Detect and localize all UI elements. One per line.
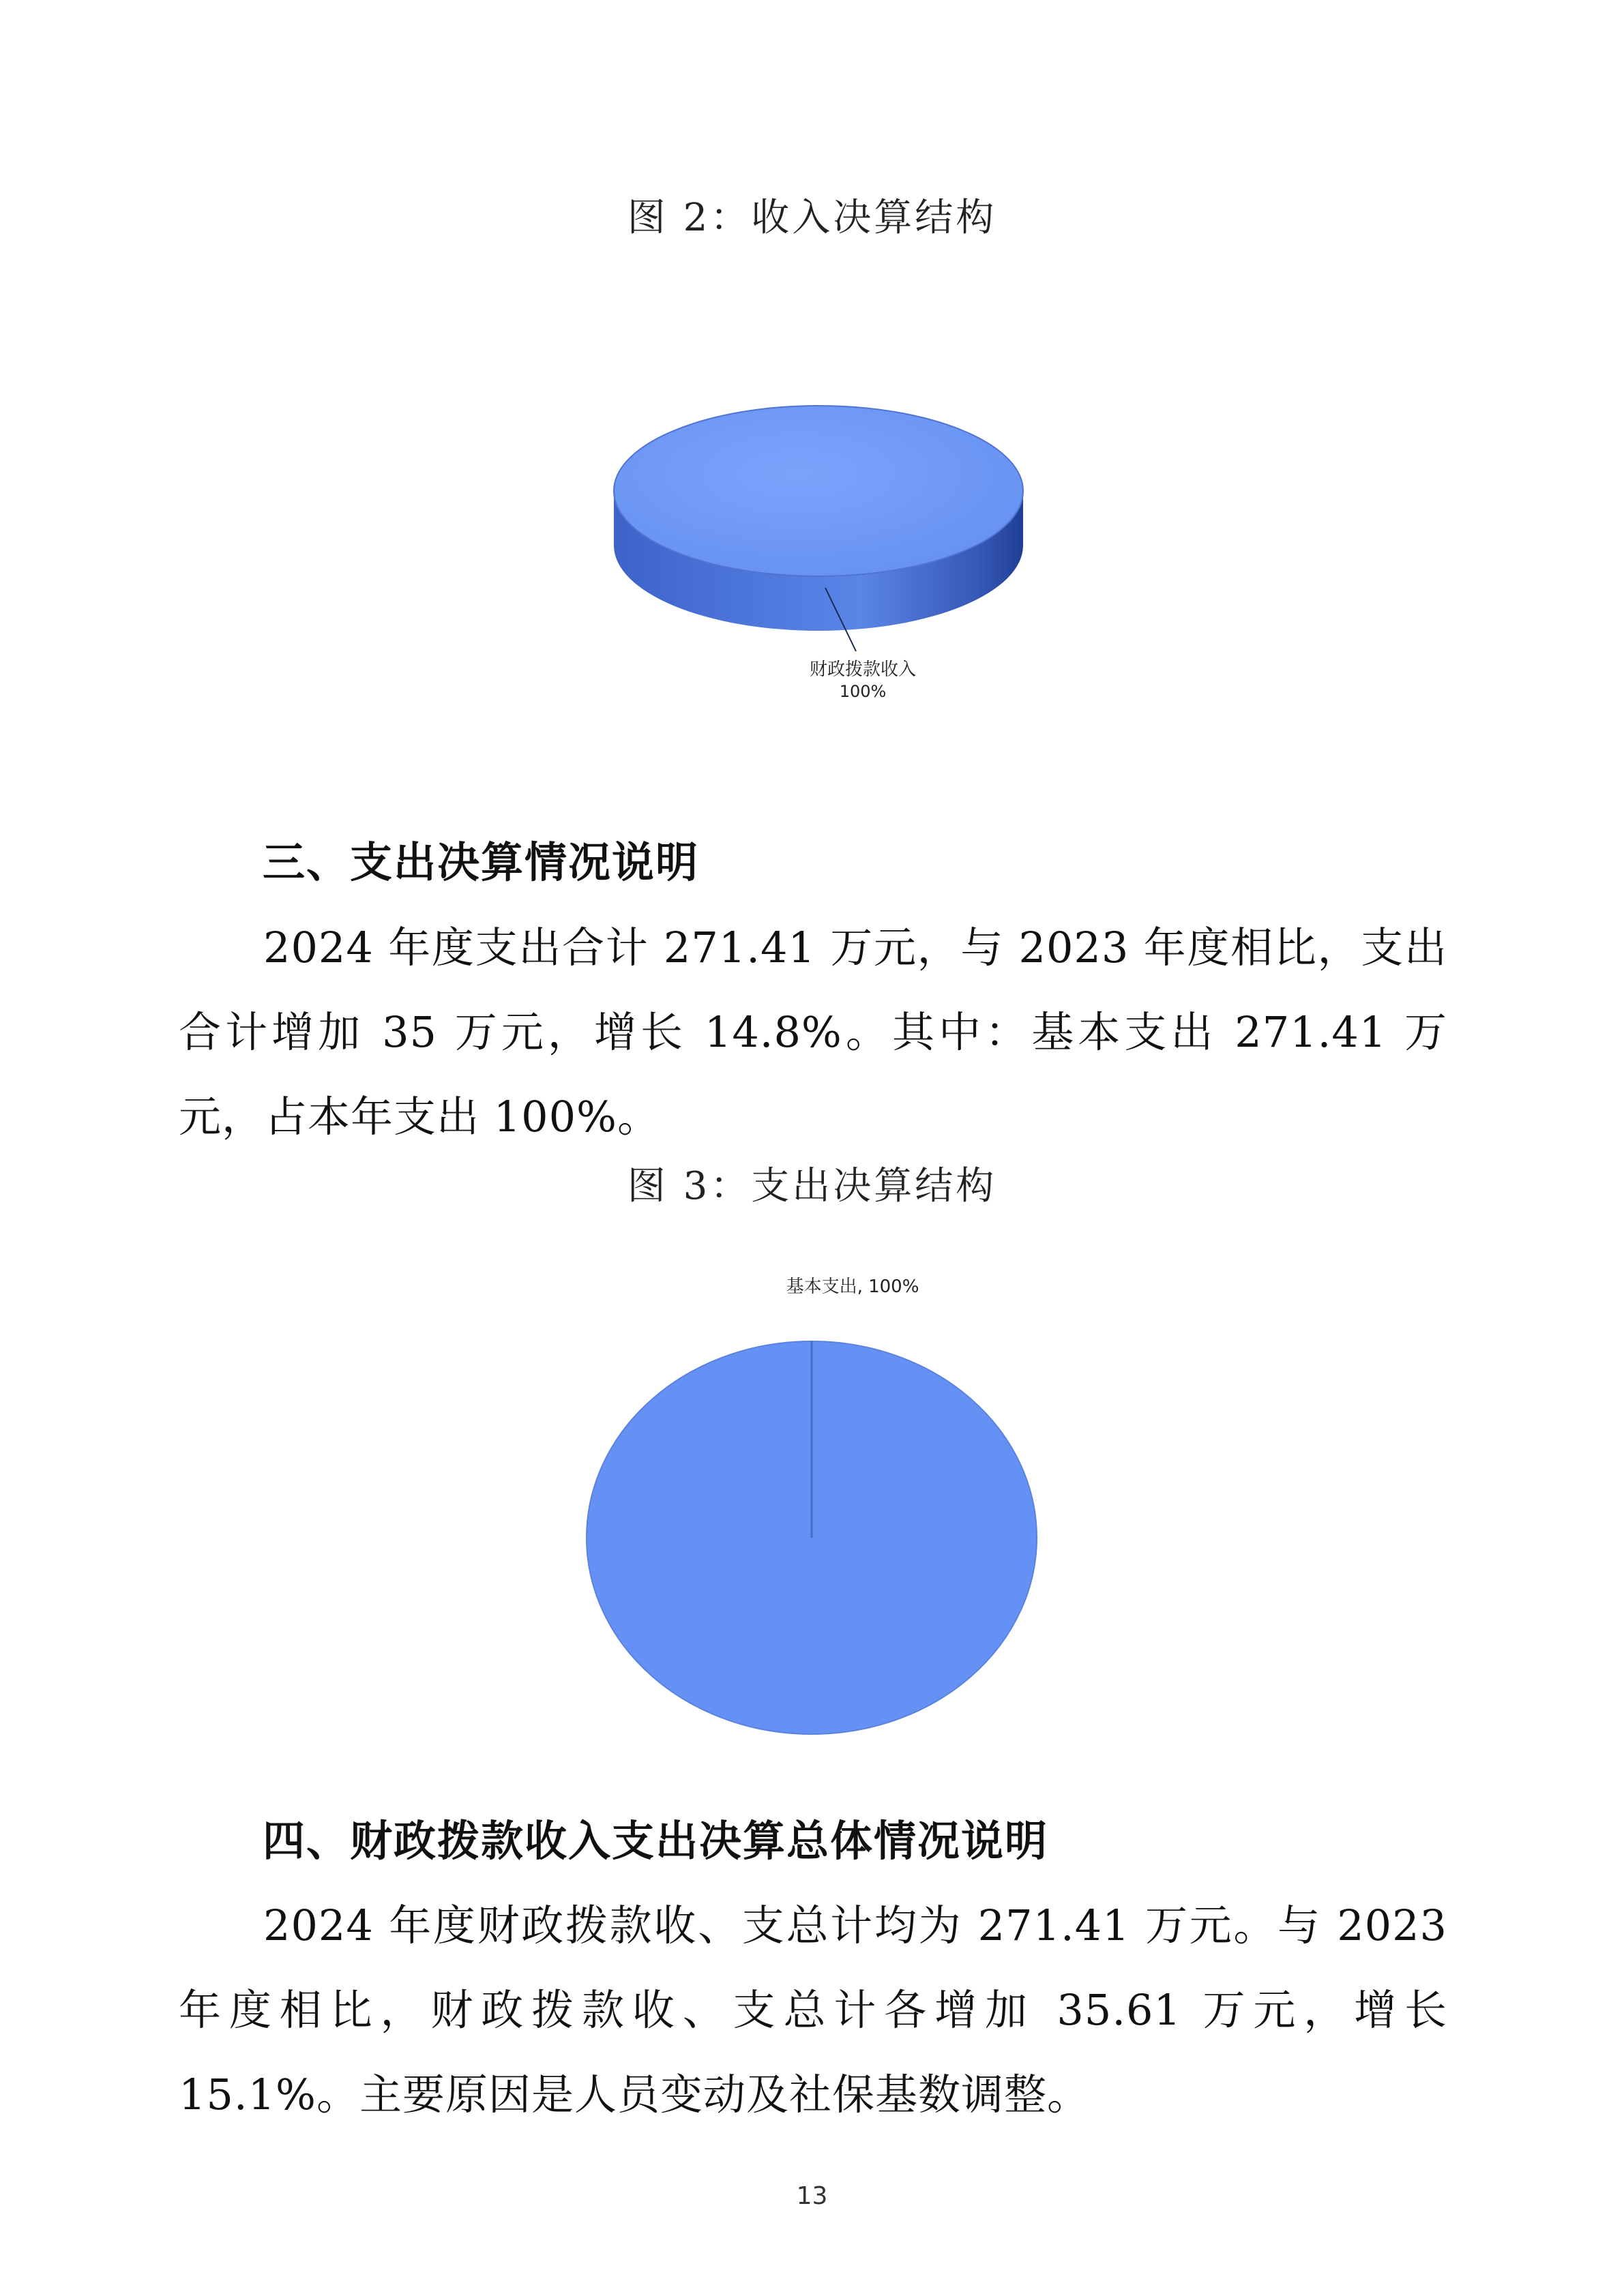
expense-pie-label: 基本支出, 100%: [786, 1277, 919, 1297]
section-3-paragraph: 2024 年度支出合计 271.41 万元，与 2023 年度相比，支出合计增加 35 万元，增长 14.8%。其中：基本支出 271.41 万元，占本年支出 100%。: [179, 923, 1447, 1142]
income-pie-label-name: 财政拨款收入: [809, 659, 917, 680]
income-pie-chart: [600, 402, 1037, 716]
income-pie-slice-fiscal: [614, 406, 1023, 576]
page-number: 13: [796, 2182, 828, 2210]
income-pie-label-percent: 100%: [839, 682, 887, 701]
section-4-paragraph: 2024 年度财政拨款收、支总计均为 271.41 万元。与 2023 年度相比，财政拨款收、支总计各增加 35.61 万元，增长 15.1%。主要原因是人员变动及社保基数调整。: [179, 1900, 1447, 2119]
figure-3-caption: 图 3：支出决算结构: [627, 1164, 997, 1208]
section-3-heading: 三、支出决算情况说明: [263, 837, 700, 887]
section-4-heading: 四、财政拨款收入支出决算总体情况说明: [263, 1816, 1049, 1866]
expense-pie-chart: [580, 1268, 1044, 1746]
figure-2-caption: 图 2：收入决算结构: [627, 196, 997, 240]
